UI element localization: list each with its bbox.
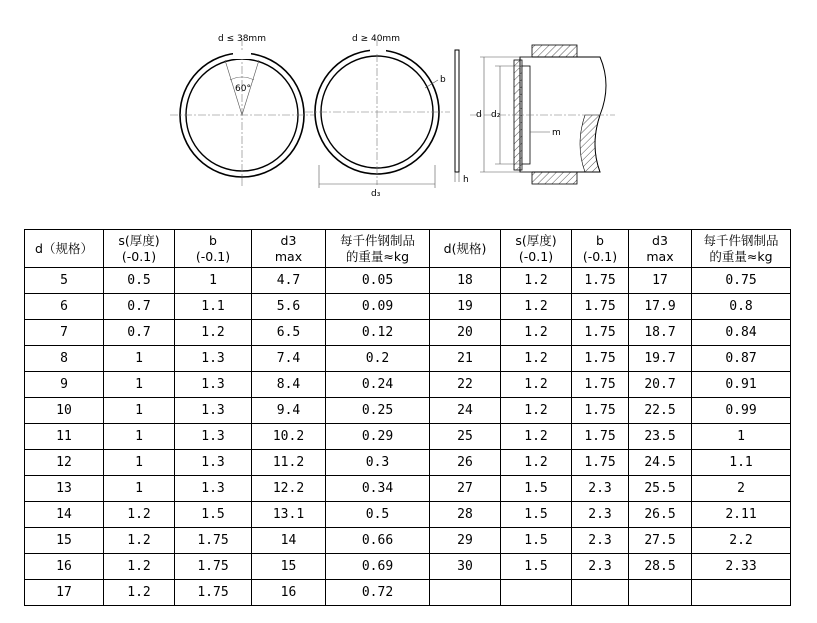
table-cell: 0.7 xyxy=(104,320,175,346)
table-row xyxy=(25,528,791,554)
table-cell: 5.6 xyxy=(252,294,326,320)
column-header-line2: max xyxy=(274,248,303,264)
column-header xyxy=(430,230,501,268)
column-header-line2: 的重量≈kg xyxy=(709,248,773,264)
h-label: h xyxy=(463,175,469,185)
table-cell xyxy=(501,580,572,606)
table-row xyxy=(25,268,791,294)
table-cell: 1 xyxy=(175,268,252,294)
table-row xyxy=(25,476,791,502)
table-cell: 1.2 xyxy=(175,320,252,346)
table-cell: 20.7 xyxy=(629,372,692,398)
table-cell: 1.2 xyxy=(104,580,175,606)
column-header xyxy=(252,230,326,268)
table-cell: 1 xyxy=(692,424,791,450)
table-cell: 19.7 xyxy=(629,346,692,372)
table-cell: 1.5 xyxy=(175,502,252,528)
table-cell: 1 xyxy=(104,372,175,398)
d-label: d xyxy=(476,110,482,120)
column-header-line1: 每千件钢制品 xyxy=(339,232,415,248)
table-cell: 0.66 xyxy=(326,528,430,554)
table-cell: 0.99 xyxy=(692,398,791,424)
table-cell: 1.2 xyxy=(501,372,572,398)
table-cell: 1.3 xyxy=(175,424,252,450)
table-cell: 28 xyxy=(430,502,501,528)
column-header-line1: 每千件钢制品 xyxy=(703,232,779,248)
table-cell: 1.75 xyxy=(572,346,629,372)
table-cell: 1.2 xyxy=(501,294,572,320)
table-cell: 1.2 xyxy=(104,528,175,554)
table-cell: 1 xyxy=(104,476,175,502)
table-cell: 1.2 xyxy=(104,502,175,528)
column-header-line2: (-0.1) xyxy=(582,248,618,264)
column-header-line1: s(厚度) xyxy=(515,232,557,248)
table-cell: 11 xyxy=(25,424,104,450)
table-cell: 0.8 xyxy=(692,294,791,320)
table-cell: 22 xyxy=(430,372,501,398)
table-cell: 1.75 xyxy=(572,268,629,294)
table-cell: 2.33 xyxy=(692,554,791,580)
table-cell: 12.2 xyxy=(252,476,326,502)
table-row xyxy=(25,398,791,424)
table-cell: 9.4 xyxy=(252,398,326,424)
table-cell: 25 xyxy=(430,424,501,450)
table-cell: 18 xyxy=(430,268,501,294)
table-cell: 1 xyxy=(104,398,175,424)
table-cell: 20 xyxy=(430,320,501,346)
table-row xyxy=(25,580,791,606)
column-header xyxy=(501,230,572,268)
table-cell: 16 xyxy=(25,554,104,580)
table-header-row xyxy=(25,230,791,268)
column-header xyxy=(175,230,252,268)
table-cell: 22.5 xyxy=(629,398,692,424)
column-header-line1: b xyxy=(596,232,604,248)
table-cell: 30 xyxy=(430,554,501,580)
table-row xyxy=(25,320,791,346)
table-cell xyxy=(629,580,692,606)
m-label: m xyxy=(552,128,561,138)
table-cell: 18.7 xyxy=(629,320,692,346)
table-cell: 0.29 xyxy=(326,424,430,450)
table-cell: 0.5 xyxy=(104,268,175,294)
table-row xyxy=(25,294,791,320)
column-header xyxy=(326,230,430,268)
table-cell: 0.5 xyxy=(326,502,430,528)
table-cell: 9 xyxy=(25,372,104,398)
d2-label: d₂ xyxy=(491,110,501,120)
table-row xyxy=(25,554,791,580)
b-label: b xyxy=(440,75,446,85)
table-cell: 1.2 xyxy=(501,398,572,424)
table-cell: 1 xyxy=(104,346,175,372)
table-cell: 1.75 xyxy=(572,450,629,476)
table-cell: 1.1 xyxy=(692,450,791,476)
table-cell: 29 xyxy=(430,528,501,554)
table-cell: 2.3 xyxy=(572,554,629,580)
table-cell: 1.75 xyxy=(572,424,629,450)
table-cell: 6 xyxy=(25,294,104,320)
d3-label: d₃ xyxy=(371,189,381,199)
table-cell: 2.2 xyxy=(692,528,791,554)
table-cell: 28.5 xyxy=(629,554,692,580)
table-cell: 19 xyxy=(430,294,501,320)
table-cell: 0.7 xyxy=(104,294,175,320)
table-cell: 6.5 xyxy=(252,320,326,346)
table-cell: 11.2 xyxy=(252,450,326,476)
table-cell: 26.5 xyxy=(629,502,692,528)
table-cell: 15 xyxy=(252,554,326,580)
table-cell: 0.24 xyxy=(326,372,430,398)
table-cell: 17 xyxy=(629,268,692,294)
table-cell: 16 xyxy=(252,580,326,606)
column-header-line1: d(规格) xyxy=(443,240,487,256)
table-cell: 0.91 xyxy=(692,372,791,398)
table-cell: 1.3 xyxy=(175,476,252,502)
column-header xyxy=(104,230,175,268)
column-header-line1: d3 xyxy=(280,232,297,248)
table-cell: 8.4 xyxy=(252,372,326,398)
technical-drawing xyxy=(0,0,817,215)
ring-large xyxy=(305,34,450,199)
table-cell: 1.75 xyxy=(175,554,252,580)
table-cell: 1.5 xyxy=(501,554,572,580)
table-cell: 1.2 xyxy=(501,320,572,346)
table-cell xyxy=(692,580,791,606)
table-cell: 17 xyxy=(25,580,104,606)
ring-small xyxy=(170,34,314,188)
drawing-svg xyxy=(0,0,817,215)
table-cell: 1.75 xyxy=(572,294,629,320)
table-cell: 1.75 xyxy=(572,320,629,346)
table-row xyxy=(25,502,791,528)
spec-table xyxy=(24,229,791,606)
table-cell: 12 xyxy=(25,450,104,476)
table-cell: 8 xyxy=(25,346,104,372)
table-cell: 4.7 xyxy=(252,268,326,294)
table-cell: 1.3 xyxy=(175,450,252,476)
column-header xyxy=(25,230,104,268)
table-row xyxy=(25,450,791,476)
column-header-line2: 的重量≈kg xyxy=(345,248,410,264)
table-cell: 24.5 xyxy=(629,450,692,476)
table-cell: 2.3 xyxy=(572,476,629,502)
table-cell: 0.12 xyxy=(326,320,430,346)
table-row xyxy=(25,424,791,450)
table-cell: 2.11 xyxy=(692,502,791,528)
table-cell: 10 xyxy=(25,398,104,424)
table-cell: 1.75 xyxy=(175,580,252,606)
table-cell: 15 xyxy=(25,528,104,554)
table-cell xyxy=(430,580,501,606)
table-cell: 1.2 xyxy=(501,424,572,450)
table-cell: 1.5 xyxy=(501,502,572,528)
table-cell: 2.3 xyxy=(572,502,629,528)
table-cell: 7 xyxy=(25,320,104,346)
table-cell: 24 xyxy=(430,398,501,424)
label-small-ring: d ≤ 38mm xyxy=(218,34,266,44)
table-cell: 1.3 xyxy=(175,372,252,398)
table-cell: 17.9 xyxy=(629,294,692,320)
table-cell xyxy=(572,580,629,606)
table-cell: 0.25 xyxy=(326,398,430,424)
column-header-line1: s(厚度) xyxy=(118,232,160,248)
column-header-line2: (-0.1) xyxy=(121,248,157,264)
table-cell: 0.69 xyxy=(326,554,430,580)
table-cell: 0.34 xyxy=(326,476,430,502)
table-cell: 10.2 xyxy=(252,424,326,450)
angle-label: 60° xyxy=(235,84,251,94)
column-header xyxy=(629,230,692,268)
column-header xyxy=(572,230,629,268)
label-large-ring: d ≥ 40mm xyxy=(352,34,400,44)
table-cell: 2.3 xyxy=(572,528,629,554)
table-cell: 7.4 xyxy=(252,346,326,372)
table-cell: 2 xyxy=(692,476,791,502)
table-cell: 0.84 xyxy=(692,320,791,346)
column-header-line2: (-0.1) xyxy=(518,248,554,264)
table-cell: 0.75 xyxy=(692,268,791,294)
table-cell: 27.5 xyxy=(629,528,692,554)
table-cell: 1.2 xyxy=(501,268,572,294)
table-cell: 0.87 xyxy=(692,346,791,372)
table-cell: 27 xyxy=(430,476,501,502)
table-cell: 25.5 xyxy=(629,476,692,502)
table-cell: 1.75 xyxy=(572,372,629,398)
shaft-assembly xyxy=(470,45,615,184)
table-cell: 0.3 xyxy=(326,450,430,476)
ring-section xyxy=(455,50,469,185)
table-cell: 1 xyxy=(104,424,175,450)
table-cell: 13 xyxy=(25,476,104,502)
table-cell: 1.2 xyxy=(104,554,175,580)
table-cell: 21 xyxy=(430,346,501,372)
table-cell: 14 xyxy=(252,528,326,554)
table-cell: 0.05 xyxy=(326,268,430,294)
table-cell: 0.72 xyxy=(326,580,430,606)
table-cell: 1.2 xyxy=(501,346,572,372)
column-header-line2: max xyxy=(646,248,674,264)
table-cell: 5 xyxy=(25,268,104,294)
table-cell: 1.75 xyxy=(175,528,252,554)
column-header-line1: b xyxy=(209,232,217,248)
table-cell: 0.2 xyxy=(326,346,430,372)
table-row xyxy=(25,346,791,372)
table-cell: 14 xyxy=(25,502,104,528)
table-cell: 0.09 xyxy=(326,294,430,320)
table-cell: 1.75 xyxy=(572,398,629,424)
table-cell: 1.3 xyxy=(175,398,252,424)
column-header-line2: (-0.1) xyxy=(195,248,231,264)
table-cell: 26 xyxy=(430,450,501,476)
column-header-line1: d（规格） xyxy=(35,240,93,256)
column-header xyxy=(692,230,791,268)
table-cell: 13.1 xyxy=(252,502,326,528)
table-cell: 1.3 xyxy=(175,346,252,372)
table-cell: 1 xyxy=(104,450,175,476)
table-cell: 1.1 xyxy=(175,294,252,320)
table-row xyxy=(25,372,791,398)
table-cell: 23.5 xyxy=(629,424,692,450)
table-cell: 1.5 xyxy=(501,528,572,554)
table-cell: 1.2 xyxy=(501,450,572,476)
table-cell: 1.5 xyxy=(501,476,572,502)
column-header-line1: d3 xyxy=(652,232,668,248)
